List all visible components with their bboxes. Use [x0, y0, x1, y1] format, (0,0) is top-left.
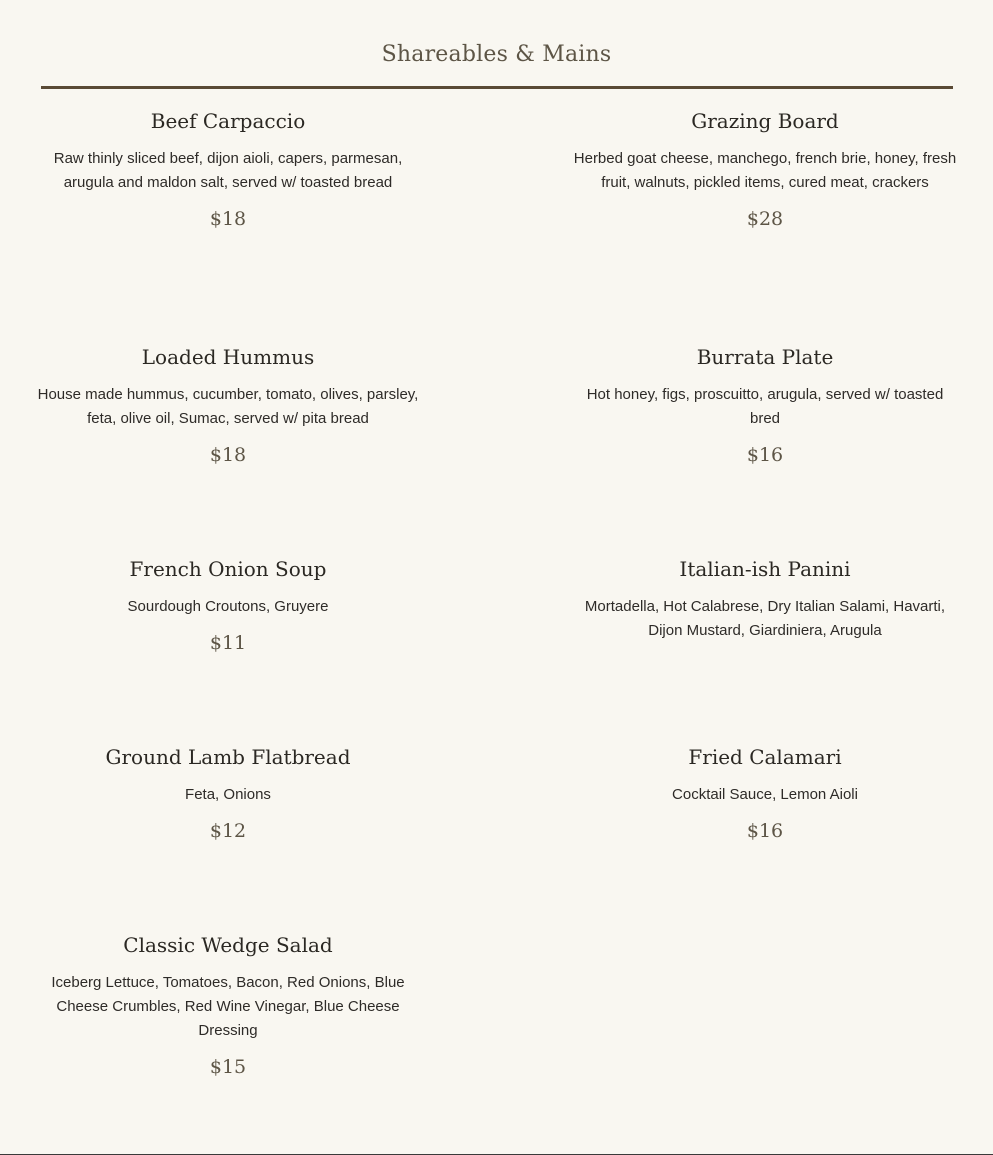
item-description: Cocktail Sauce, Lemon Aioli	[672, 786, 858, 803]
item-name: Grazing Board	[691, 109, 839, 133]
item-price: $15	[209, 1056, 247, 1078]
item-description: Herbed goat cheese, manchego, french brie, honey, fresh fruit, walnuts, pickled items, cured meat, crackers	[573, 150, 957, 191]
item-name: Burrata Plate	[696, 345, 834, 369]
item-name: Fried Calamari	[688, 745, 842, 769]
menu-item-classic-wedge-salad	[36, 931, 420, 1081]
section-title: Shareables & Mains	[381, 42, 612, 67]
menu-item-fried-calamari	[573, 743, 957, 845]
menu-item-burrata-plate	[573, 343, 957, 469]
item-description: Feta, Onions	[185, 786, 271, 803]
item-description: Sourdough Croutons, Gruyere	[127, 598, 329, 615]
item-price: $16	[746, 444, 784, 466]
menu-item-italian-ish-panini	[573, 555, 957, 643]
item-price: $11	[209, 632, 247, 654]
item-price: $12	[209, 820, 247, 842]
item-price: $28	[746, 208, 784, 230]
item-price: $18	[209, 444, 247, 466]
item-name: French Onion Soup	[129, 557, 327, 581]
item-price: $18	[209, 208, 247, 230]
item-price: $16	[746, 820, 784, 842]
item-name: Beef Carpaccio	[150, 109, 306, 133]
title-divider	[41, 86, 953, 89]
item-description: Iceberg Lettuce, Tomatoes, Bacon, Red Onions, Blue Cheese Crumbles, Red Wine Vinegar, Blue Cheese Dressing	[51, 974, 405, 1039]
item-description: Raw thinly sliced beef, dijon aioli, capers, parmesan, arugula and maldon salt, served w/ toasted bread	[53, 150, 403, 191]
item-name: Italian-ish Panini	[679, 557, 851, 581]
item-name: Loaded Hummus	[141, 345, 315, 369]
menu-item-french-onion-soup	[36, 555, 420, 657]
item-name: Ground Lamb Flatbread	[105, 745, 351, 769]
item-description: Hot honey, figs, proscuitto, arugula, served w/ toasted bred	[586, 386, 944, 427]
item-description: Mortadella, Hot Calabrese, Dry Italian Salami, Havarti, Dijon Mustard, Giardiniera, Arugula	[584, 598, 946, 639]
item-description: House made hummus, cucumber, tomato, olives, parsley, feta, olive oil, Sumac, served w/ pita bread	[37, 386, 419, 427]
menu-item-beef-carpaccio	[36, 107, 420, 233]
menu-item-ground-lamb-flatbread	[36, 743, 420, 845]
menu-item-loaded-hummus	[36, 343, 420, 469]
item-name: Classic Wedge Salad	[123, 933, 333, 957]
menu-item-grazing-board	[573, 107, 957, 233]
